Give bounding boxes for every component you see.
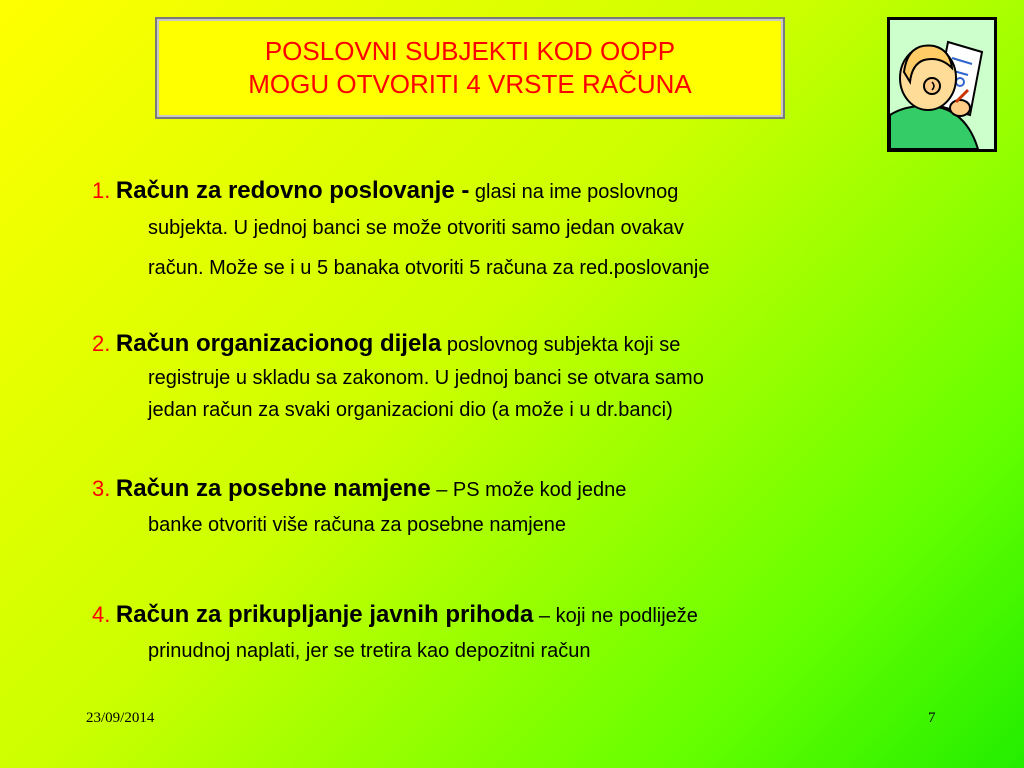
- footer-date: 23/09/2014: [86, 710, 155, 726]
- title-line-2: MOGU OTVORITI 4 VRSTE RAČUNA: [248, 69, 692, 99]
- account-type-4: [92, 597, 972, 668]
- item-text-line: jedan račun za svaki organizacioni dio (a može i u dr.banci): [148, 399, 673, 421]
- account-type-1: [92, 173, 972, 290]
- item-number: 3.: [92, 476, 111, 501]
- item-text-line: prinudnoj naplati, jer se tretira kao depozitni račun: [148, 640, 591, 662]
- item-text: poslovnog subjekta koji se: [446, 334, 681, 356]
- item-number: 4.: [92, 602, 111, 627]
- item-text: glasi na ime poslovnog: [474, 181, 679, 203]
- person-writing-clipart: [887, 17, 997, 152]
- account-type-3: [92, 471, 972, 542]
- item-text-line: banke otvoriti više računa za posebne namjene: [148, 514, 567, 536]
- item-text-line: račun. Može se i u 5 banaka otvoriti 5 računa za red.poslovanje: [148, 257, 710, 279]
- slide-title: [155, 17, 785, 119]
- account-type-2: [92, 326, 972, 427]
- item-heading: Račun za posebne namjene: [115, 475, 431, 502]
- title-line-1: POSLOVNI SUBJEKTI KOD OOPP: [264, 36, 676, 66]
- item-text-line: subjekta. U jednoj banci se može otvoriti samo jedan ovakav: [148, 217, 684, 239]
- item-number: 2.: [92, 331, 111, 356]
- item-heading: Račun za prikupljanje javnih prihoda: [115, 601, 534, 628]
- item-text: – koji ne podliježe: [538, 605, 698, 627]
- item-heading: Račun za redovno poslovanje -: [115, 177, 470, 204]
- page-number: 7: [928, 710, 936, 726]
- item-text-line: registruje u skladu sa zakonom. U jednoj banci se otvara samo: [148, 367, 704, 389]
- person-writing-icon: [890, 20, 994, 149]
- item-heading: Račun organizacionog dijela: [115, 330, 442, 357]
- item-text: – PS može kod jedne: [436, 479, 627, 501]
- item-number: 1.: [92, 178, 111, 203]
